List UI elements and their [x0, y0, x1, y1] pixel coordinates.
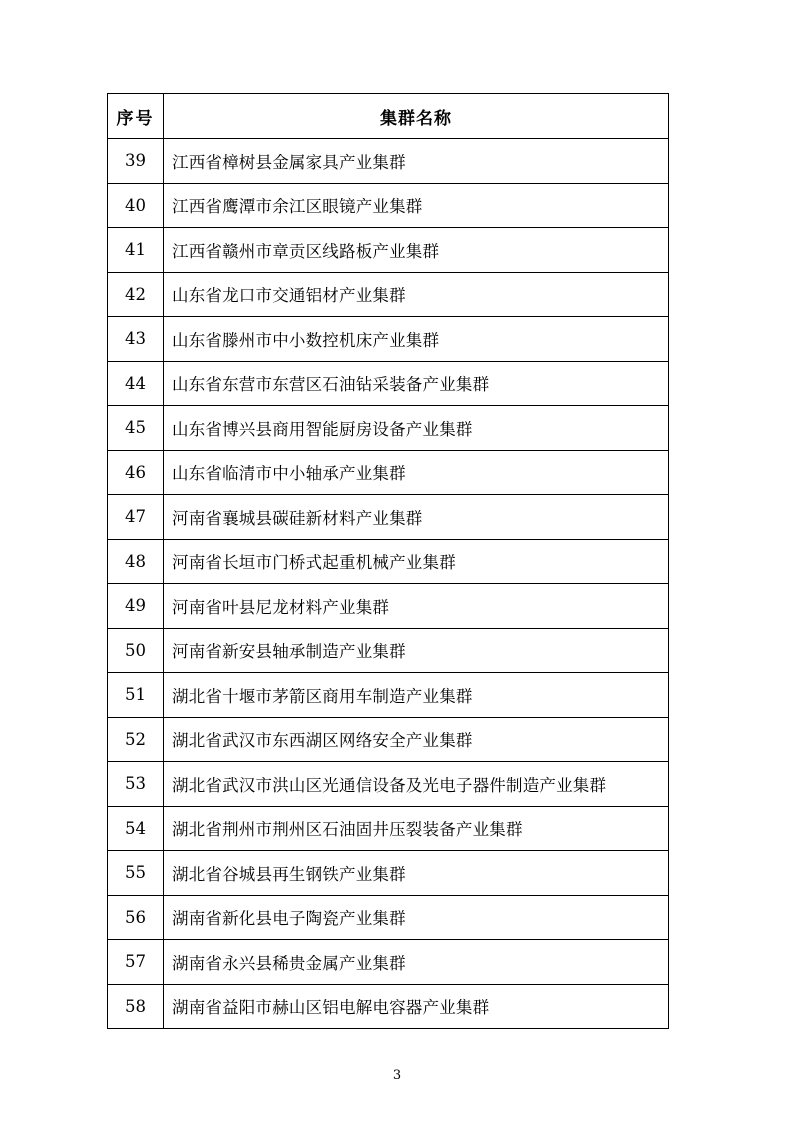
cell-cluster-name: 山东省临清市中小轴承产业集群	[164, 450, 669, 495]
cell-cluster-name: 山东省滕州市中小数控机床产业集群	[164, 317, 669, 362]
cell-row-number: 47	[108, 495, 164, 540]
cell-cluster-name: 湖北省谷城县再生钢铁产业集群	[164, 851, 669, 896]
table-row	[108, 406, 669, 451]
cell-cluster-name: 湖南省益阳市赫山区铝电解电容器产业集群	[164, 984, 669, 1029]
cell-cluster-name: 山东省东营市东营区石油钻采装备产业集群	[164, 361, 669, 406]
cell-row-number: 45	[108, 406, 164, 451]
table-row	[108, 806, 669, 851]
cell-cluster-name: 山东省龙口市交通铝材产业集群	[164, 272, 669, 317]
cell-cluster-name: 河南省襄城县碳硅新材料产业集群	[164, 495, 669, 540]
cell-cluster-name: 湖北省荆州市荆州区石油固井压裂装备产业集群	[164, 806, 669, 851]
cell-row-number: 42	[108, 272, 164, 317]
column-header-name: 集群名称	[164, 94, 669, 139]
cell-row-number: 51	[108, 673, 164, 718]
table-row	[108, 762, 669, 807]
cell-row-number: 58	[108, 984, 164, 1029]
cell-cluster-name: 江西省樟树县金属家具产业集群	[164, 139, 669, 184]
cell-cluster-name: 河南省叶县尼龙材料产业集群	[164, 584, 669, 629]
cell-cluster-name: 湖北省武汉市洪山区光通信设备及光电子器件制造产业集群	[164, 762, 669, 807]
cell-cluster-name: 湖南省新化县电子陶瓷产业集群	[164, 895, 669, 940]
table-row	[108, 895, 669, 940]
cell-cluster-name: 江西省赣州市章贡区线路板产业集群	[164, 228, 669, 273]
table-header	[108, 94, 669, 139]
column-header-no: 序号	[108, 94, 164, 139]
table-row	[108, 628, 669, 673]
table-row	[108, 584, 669, 629]
cell-row-number: 40	[108, 183, 164, 228]
cell-row-number: 41	[108, 228, 164, 273]
table-row	[108, 673, 669, 718]
table-row	[108, 495, 669, 540]
table-row	[108, 183, 669, 228]
table-header-row	[108, 94, 669, 139]
cell-cluster-name: 江西省鹰潭市余江区眼镜产业集群	[164, 183, 669, 228]
table-row	[108, 450, 669, 495]
cell-cluster-name: 湖北省十堰市茅箭区商用车制造产业集群	[164, 673, 669, 718]
table-row	[108, 139, 669, 184]
table-row	[108, 984, 669, 1029]
table-body	[108, 139, 669, 1029]
cell-row-number: 54	[108, 806, 164, 851]
cell-row-number: 56	[108, 895, 164, 940]
cell-row-number: 48	[108, 539, 164, 584]
table-row	[108, 717, 669, 762]
table-row	[108, 940, 669, 985]
table-row	[108, 539, 669, 584]
cell-row-number: 55	[108, 851, 164, 896]
cell-cluster-name: 湖南省永兴县稀贵金属产业集群	[164, 940, 669, 985]
cell-row-number: 39	[108, 139, 164, 184]
table-row	[108, 317, 669, 362]
cell-cluster-name: 河南省长垣市门桥式起重机械产业集群	[164, 539, 669, 584]
table-row	[108, 272, 669, 317]
cell-cluster-name: 湖北省武汉市东西湖区网络安全产业集群	[164, 717, 669, 762]
cell-row-number: 43	[108, 317, 164, 362]
cell-row-number: 57	[108, 940, 164, 985]
cell-row-number: 52	[108, 717, 164, 762]
cell-row-number: 53	[108, 762, 164, 807]
table-row	[108, 228, 669, 273]
cell-cluster-name: 河南省新安县轴承制造产业集群	[164, 628, 669, 673]
table-row	[108, 851, 669, 896]
cell-row-number: 44	[108, 361, 164, 406]
cluster-table	[107, 93, 669, 1029]
cell-row-number: 46	[108, 450, 164, 495]
cell-cluster-name: 山东省博兴县商用智能厨房设备产业集群	[164, 406, 669, 451]
cluster-table-container	[107, 93, 668, 1029]
page-number: 3	[392, 1068, 402, 1083]
table-row	[108, 361, 669, 406]
cell-row-number: 49	[108, 584, 164, 629]
cell-row-number: 50	[108, 628, 164, 673]
